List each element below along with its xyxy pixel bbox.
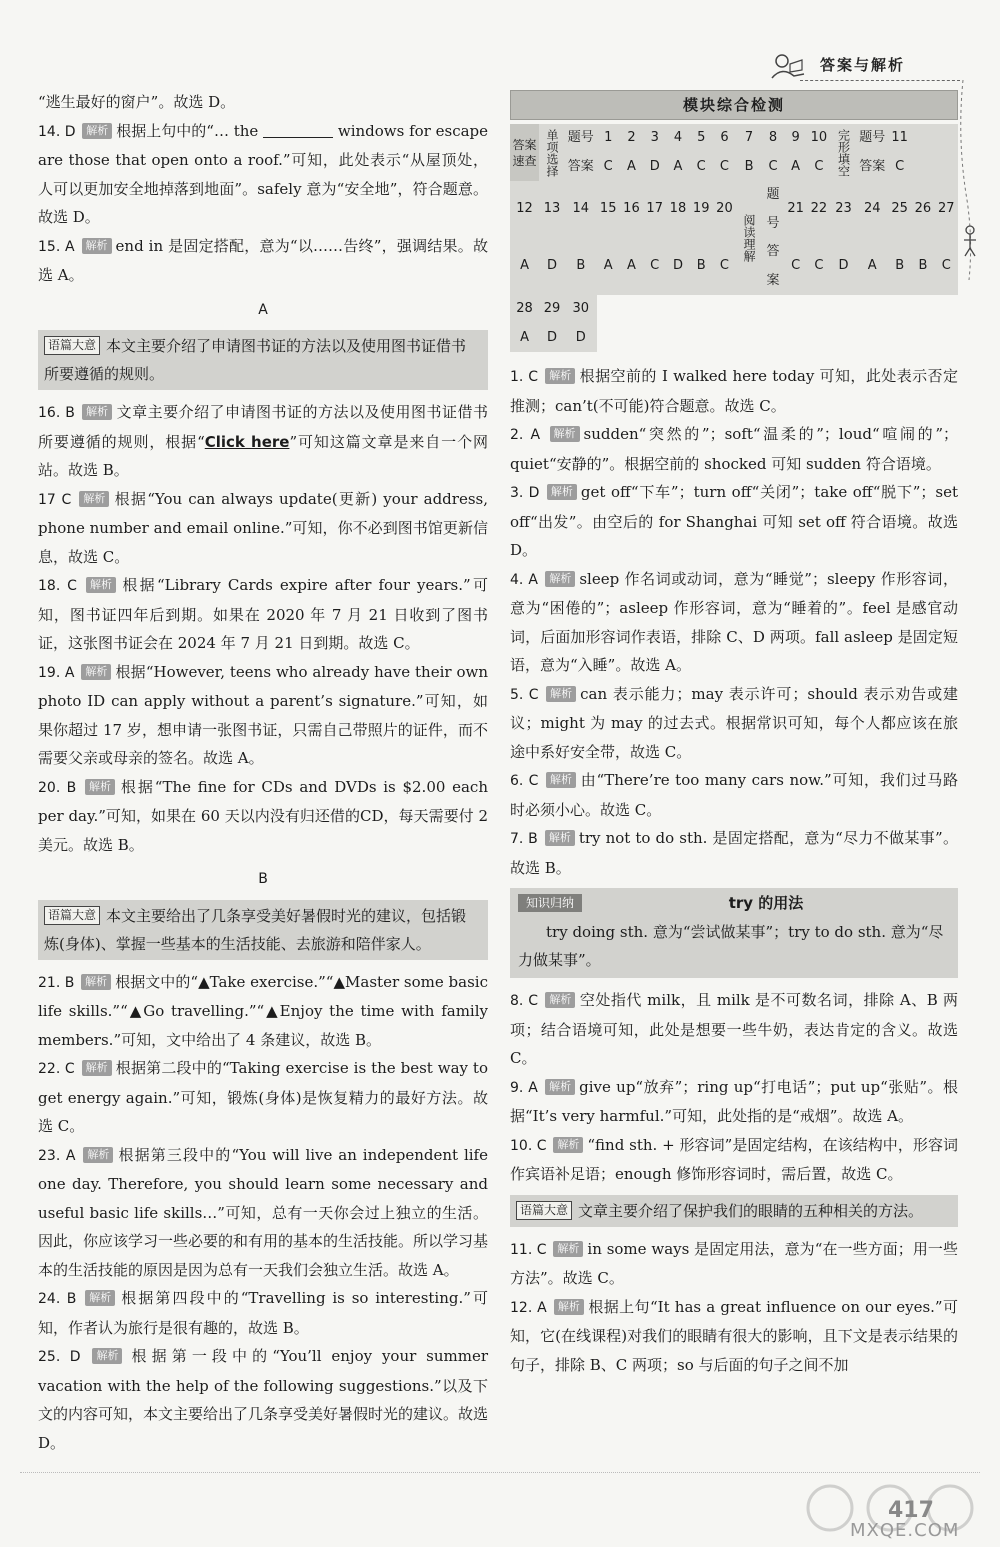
answer-number: 7. B [510, 831, 538, 847]
analysis-tag: 解析 [83, 1147, 113, 1163]
tihao-label: 题号 [567, 130, 594, 145]
answer-text: 由“There’re too many cars now.”可知，我们过马路时必须小心。故选 C。 [510, 771, 958, 819]
answer-23 [38, 1141, 488, 1285]
ans-cell: A [520, 258, 529, 274]
summary-b [38, 900, 488, 960]
knowledge-header [518, 888, 950, 918]
answer-number: 21. B [38, 974, 75, 991]
ans-cell: B [744, 158, 754, 174]
analysis-tag: 解析 [81, 664, 111, 680]
answer-17 [38, 485, 488, 572]
answer-text: end in 是固定搭配，意为“以……告终”，强调结果。故选 A。 [38, 236, 488, 284]
analysis-tag: 解析 [554, 1299, 584, 1315]
analysis-tag: 解析 [86, 577, 116, 593]
analysis-tag: 解析 [545, 992, 575, 1008]
ans-cell: C [768, 158, 778, 174]
answer-text: 根据“However, teens who already have their own photo ID can apply without a parent’s signature.”可知，如果你超过 17 岁，想申请一张图书证，只需自己带照片的证件，而不需要父亲或母亲的签名。故选 A。 [38, 662, 488, 767]
summary-tag: 语篇大意 [44, 336, 100, 355]
summary-right [510, 1195, 958, 1227]
ans-cell: A [867, 258, 877, 274]
num-cell: 12 [516, 201, 533, 217]
answer-text: 根据空前的 I walked here today 可知，此处表示否定推测；can’t(不可能)符合题意。故选 C。 [510, 367, 958, 415]
answer-quick-label: 答案速查 [510, 124, 539, 181]
answer-number: 20. B [38, 779, 77, 796]
num-cell: 5 [697, 130, 706, 145]
summary-tag: 语篇大意 [44, 906, 100, 925]
num-cell: 23 [835, 201, 852, 217]
answer-text: 根据第一段中的“You’ll enjoy your summer vacation with the help of the following suggestions.”以及下文的内容可知，本文主要给出了几条享受美好暑假时光的建议。故选 D。 [38, 1347, 489, 1452]
answer-text: sudden“突然的”；soft“温柔的”；loud“喧闹的”；quiet“安静的”。根据空前的 shocked 可知 sudden 符合语境。 [510, 425, 958, 473]
summary-text: 文章主要介绍了保护我们的眼睛的五种相关的方法。 [578, 1201, 924, 1220]
answer-number: 1. C [510, 369, 539, 385]
analysis-tag: 解析 [546, 772, 576, 788]
analysis-tag: 解析 [85, 779, 115, 795]
knowledge-box [510, 888, 958, 978]
answer-number: 17 C [38, 491, 72, 508]
answer-text: in some ways 是固定用法，意为“在一些方面；用一些方法”。故选 C。 [510, 1239, 958, 1287]
answer-text: 根据文中的“▲Take exercise.”“▲Master some basic life skills.”“▲Go travelling.”“▲Enjoy the time with family members.”可知，文中给出了 4 条建议，故选 B。 [38, 972, 488, 1049]
section-a-label: A [258, 301, 268, 318]
num-cell: 15 [599, 201, 617, 217]
analysis-tag: 解析 [550, 426, 580, 442]
bold-phrase: Click here [204, 432, 290, 451]
ans-cell: C [603, 158, 613, 174]
num-cell: 19 [692, 201, 710, 217]
analysis-tag: 解析 [79, 491, 109, 507]
module-test-banner: 模块综合检测 [510, 90, 958, 120]
num-cell: 11 [891, 130, 908, 145]
knowledge-body: try doing sth. 意为“尝试做某事”；try to do sth. 意为“尽力做某事”。 [518, 923, 944, 969]
analysis-tag: 解析 [546, 686, 576, 702]
analysis-tag: 解析 [82, 238, 112, 254]
answer-r4 [510, 565, 958, 680]
num-cell: 13 [543, 201, 561, 217]
analysis-tag: 解析 [547, 484, 577, 500]
answer-14 [38, 117, 488, 232]
daan-label: 答案 [567, 158, 594, 174]
answer-number: 24. B [38, 1291, 77, 1307]
section-cloze: 完形填空 [836, 128, 851, 177]
answer-text: 根据上句中的“… the [116, 121, 259, 140]
num-cell: 6 [720, 130, 729, 145]
ans-cell: B [895, 258, 905, 274]
answer-number: 2. A [510, 427, 541, 443]
answer-text: get off“下车”；turn off“关闭”；take off“脱下”；set off“出发”。由空后的 for Shanghai 可知 set off 符合语境。故选 D。 [510, 483, 958, 559]
num-cell: 26 [914, 201, 932, 217]
answer-r7 [510, 824, 958, 882]
analysis-tag: 解析 [553, 1241, 583, 1257]
answer-19 [38, 658, 488, 773]
answer-15 [38, 232, 488, 290]
answer-number: 6. C [510, 773, 539, 789]
ans-cell: D [547, 258, 558, 274]
page-number: 417 [888, 1498, 934, 1523]
section-single-choice: 单项选择 [545, 128, 560, 177]
num-cell: 29 [543, 301, 561, 316]
answer-number: 12. A [510, 1299, 547, 1316]
answer-text: give up“放弃”；ring up“打电话”；put up“张贴”。根据“It’s very harmful.”可知，此处指的是“戒烟”。故选 A。 [510, 1077, 958, 1125]
reading-figure-icon [768, 52, 808, 82]
answer-text: try not to do sth. 是固定搭配，意为“尽力不做某事”。故选 B。 [510, 829, 958, 877]
ans-cell: A [673, 158, 683, 174]
answer-number: 19. A [38, 664, 75, 681]
tihao-label: 题号 [859, 130, 886, 145]
num-cell: 27 [937, 201, 955, 217]
ans-cell: A [520, 329, 529, 345]
analysis-tag: 解析 [82, 404, 112, 420]
answer-number: 5. C [510, 686, 539, 703]
ans-cell: C [791, 258, 801, 274]
watermark-text: MXQE.COM [850, 1520, 960, 1541]
empty-cell [597, 295, 958, 324]
answer-text: 根据“You can always update(更新) your address, phone number and email online.”可知，你不必到图书馆更新信息，故选 C。 [38, 489, 488, 566]
left-column [38, 88, 488, 1457]
answer-text: 根据第二段中的“Taking exercise is the best way to get energy again.”可知，锻炼(身体)是恢复精力的最好方法。故选 C。 [38, 1059, 488, 1135]
answer-number: 16. B [38, 405, 75, 421]
right-column [510, 88, 958, 1379]
section-reading: 阅读理解 [742, 214, 757, 262]
answer-number: 14. D [38, 123, 76, 140]
bottom-divider [20, 1472, 980, 1473]
num-cell: 2 [627, 130, 636, 145]
blank-line [263, 122, 333, 138]
answer-text: 根据第四段中的“Travelling is so interesting.”可知，作者认为旅行是很有趣的，故选 B。 [38, 1289, 488, 1337]
ans-cell: A [627, 258, 636, 274]
answer-r8 [510, 986, 958, 1073]
num-cell: 8 [768, 130, 778, 145]
answer-text-cont: windows for escape are those that open onto a roof.”可知，此处表示“从屋顶处，人可以更加安全地掉落到地面”。safely 意为“安全地”，符合题意。故选 D。 [38, 121, 489, 226]
analysis-tag: 解析 [85, 1290, 115, 1306]
ans-cell: C [814, 258, 824, 274]
answer-r10 [510, 1131, 958, 1189]
tihao-label: 题号 [766, 187, 780, 231]
analysis-tag: 解析 [92, 1348, 122, 1364]
daan-label: 答案 [859, 158, 886, 174]
answer-22 [38, 1054, 488, 1141]
answer-text-cont: ”可知这篇文章是来自一个网站。故选 B。 [38, 432, 488, 479]
answer-quick-check-table [510, 124, 958, 352]
analysis-tag: 解析 [553, 1137, 583, 1153]
ans-cell: D [649, 158, 660, 174]
daan-label: 答案 [766, 244, 780, 288]
summary-tag: 语篇大意 [516, 1201, 572, 1220]
ans-cell: C [895, 158, 905, 174]
answer-text: sleep 作名词或动词，意为“睡觉”；sleepy 作形容词，意为“困倦的”；asleep 作形容词，意为“睡着的”。feel 是感官动词，后面加形容词作表语，排除 C、D 两项。fall asleep 是固定短语，意为“入睡”。故选 A。 [510, 569, 958, 674]
num-cell: 16 [623, 201, 640, 217]
num-cell: 9 [791, 130, 800, 145]
ans-cell: D [672, 258, 683, 274]
ans-cell: B [918, 258, 928, 274]
num-cell: 22 [810, 201, 828, 217]
ans-cell: C [650, 258, 660, 274]
answer-number: 22. C [38, 1061, 75, 1077]
ans-cell: D [838, 258, 849, 274]
ans-cell: C [719, 158, 729, 174]
analysis-tag: 解析 [81, 974, 111, 990]
ans-cell: C [719, 258, 729, 274]
summary-a [38, 330, 488, 390]
num-cell: 10 [810, 130, 828, 145]
answer-text: 根据第三段中的“You will live an independent life one day. Therefore, you should learn some necessary and useful basic life skills…”可知，总有一天你会过上独立的生活。因此，你应该学习一些必要的和有用的基本的生活技能。所以学习基本的生活技能的原因是因为总有一天我们会独立生活。故选 A。 [38, 1145, 489, 1279]
analysis-tag: 解析 [545, 830, 575, 846]
answer-number: 9. A [510, 1079, 538, 1096]
ans-cell: C [814, 158, 824, 174]
answer-number: 11. C [510, 1241, 547, 1258]
answer-number: 18. C [38, 578, 77, 594]
num-cell: 1 [604, 130, 613, 145]
answer-18 [38, 571, 488, 658]
analysis-tag: 解析 [545, 571, 575, 587]
answer-number: 25. D [38, 1349, 81, 1365]
answer-21 [38, 968, 488, 1055]
ans-cell: B [696, 258, 706, 274]
num-cell: 21 [787, 201, 804, 217]
header-title: 答案与解析 [820, 56, 906, 74]
num-cell: 20 [716, 201, 733, 217]
header-divider [800, 80, 960, 81]
num-cell: 7 [744, 130, 754, 145]
answer-20 [38, 773, 488, 860]
answer-r2 [510, 420, 958, 478]
continued-line: “逃生最好的窗户”。故选 D。 [38, 93, 236, 111]
num-cell: 30 [572, 301, 590, 316]
answer-r1 [510, 362, 958, 420]
answer-16 [38, 398, 488, 485]
answer-number: 23. A [38, 1147, 76, 1164]
answer-25 [38, 1342, 488, 1457]
knowledge-title: try 的用法 [728, 894, 804, 912]
answer-text: 根据“The fine for CDs and DVDs is $2.00 each per day.”可知，如果在 60 天以内没有归还借的CD，每天需要付 2 美元。故选 B。 [38, 777, 488, 854]
analysis-tag: 解析 [82, 123, 112, 139]
answer-r6 [510, 766, 958, 824]
ans-cell: C [941, 258, 951, 274]
ans-cell: B [576, 258, 586, 274]
answer-r12 [510, 1293, 958, 1380]
num-cell: 18 [669, 201, 687, 217]
answer-24 [38, 1284, 488, 1342]
answer-r9 [510, 1073, 958, 1131]
answer-number: 10. C [510, 1137, 547, 1154]
analysis-tag: 解析 [82, 1060, 112, 1076]
knowledge-tag: 知识归纳 [518, 894, 582, 912]
num-cell: 14 [572, 201, 590, 217]
analysis-tag: 解析 [545, 1079, 575, 1095]
ans-cell: D [575, 329, 586, 345]
summary-text: 本文主要介绍了申请图书证的方法以及使用图书证借书所要遵循的规则。 [44, 337, 467, 383]
empty-cell [597, 324, 958, 353]
ans-cell: C [696, 158, 706, 174]
analysis-tag: 解析 [545, 368, 575, 384]
answer-number: 15. A [38, 238, 75, 255]
answer-number: 8. C [510, 993, 539, 1009]
ans-cell: A [627, 158, 636, 174]
ans-cell: D [547, 329, 558, 345]
ans-cell: A [791, 158, 801, 174]
num-cell: 4 [673, 130, 683, 145]
num-cell: 25 [891, 201, 908, 217]
answer-number: 3. D [510, 485, 540, 501]
answer-text: “find sth. + 形容词”是固定结构，在该结构中，形容词作宾语补足语；enough 修饰形容词时，需后置，故选 C。 [510, 1135, 958, 1183]
answer-number: 4. A [510, 571, 538, 588]
answer-text: 空处指代 milk，且 milk 是不可数名词，排除 A、B 两项；结合语境可知，此处是想要一些牛奶，表达肯定的含义。故选 C。 [510, 991, 958, 1067]
answer-text: 文章主要介绍了申请图书证的方法以及使用图书证借书所要遵循的规则，根据“ [38, 403, 488, 451]
answer-text: 根据上句“It has a great influence on our eyes.”可知，它(在线课程)对我们的眼睛有很大的影响，且下文是表示结果的句子，排除 B、C 两项；so 与后面的句子之间不加 [510, 1297, 958, 1374]
answer-r3 [510, 478, 958, 565]
section-b-label: B [258, 871, 268, 887]
climbing-figure-icon [955, 80, 985, 280]
answer-text: can 表示能力；may 表示许可；should 表示劝告或建议；might 为 may 的过去式。根据常识可知，每个人都应该在旅途中系好安全带，故选 C。 [510, 684, 958, 761]
summary-text: 本文主要给出了几条享受美好暑假时光的建议，包括锻炼(身体)、掌握一些基本的生活技能、去旅游和陪伴家人。 [44, 906, 467, 953]
num-cell: 28 [516, 301, 533, 316]
num-cell: 3 [650, 130, 659, 145]
answer-r5 [510, 680, 958, 767]
answer-r11 [510, 1235, 958, 1293]
ans-cell: A [603, 258, 613, 274]
answer-text: 根据“Library Cards expire after four years.”可知，图书证四年后到期。如果在 2020 年 7 月 21 日收到了图书证，这张图书证会在 2024 年 7 月 21 日到期。故选 C。 [38, 576, 488, 652]
num-cell: 24 [863, 201, 881, 217]
num-cell: 17 [646, 201, 663, 217]
